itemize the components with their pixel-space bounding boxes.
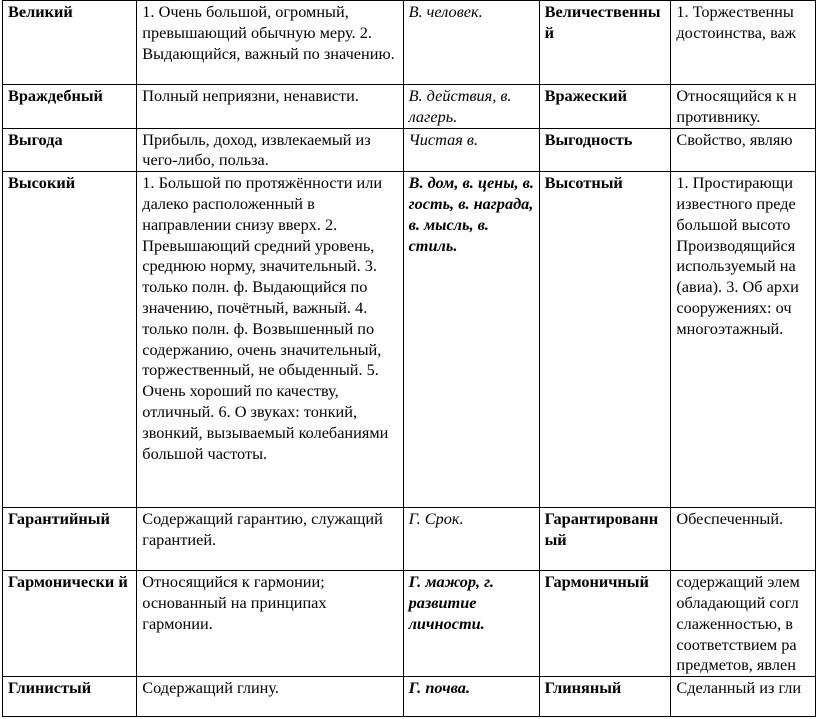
word-cell: Выгода (3, 128, 137, 172)
related-word-line: Гармоничный (544, 572, 649, 592)
related-definition-line: Относящийся к н (676, 86, 797, 105)
related-word-cell (539, 677, 671, 717)
definition-cell: Содержащий гарантию, служащий гарантией. (137, 508, 403, 571)
table-row (3, 677, 816, 717)
related-definition-line: используемый на (676, 256, 796, 276)
related-definition-line: слаженностью, в (676, 613, 793, 633)
word-cell: Враждебный (3, 85, 137, 129)
example-cell: В. человек. (403, 1, 539, 85)
word-cell: Гарантийный (3, 508, 137, 571)
related-word-line: Выгодность (544, 129, 633, 149)
related-definition-line: 1. Торжественны (676, 2, 794, 21)
related-word-cell (539, 172, 671, 508)
related-definition-cell (671, 508, 816, 571)
related-definition-line: противнику. (676, 106, 761, 126)
table-row (3, 1, 816, 85)
related-word-line: Глиняный (544, 678, 622, 698)
related-word-cell (539, 85, 671, 129)
related-definition-cell (671, 128, 816, 172)
example-cell: Г. мажор, г. развитие личности. (403, 571, 539, 677)
related-definition-line: сооружениях: оч (676, 297, 792, 317)
definition-cell: 1. Большой по протяжённости или далеко расположенный в направлении снизу вверх. 2. Превышающий средний уровень, среднюю норму, значительный. 3. только полн. ф. Выдающийся по значению, почётный, важный. 4. только полн. ф. Возвышенный по содержанию, очень значительный, торжественный, не обыденный. 5. Очень хороший по качеству, отличный. 6. О звуках: тонкий, звонкий, вызываемый колебаниями большой частоты. (137, 172, 403, 508)
related-word-cell (539, 1, 671, 85)
related-definition-line: Производящийся (676, 235, 796, 255)
related-definition-cell (671, 677, 816, 717)
related-definition-line: (авиа). 3. Об архи (676, 277, 799, 297)
table-row (3, 571, 816, 677)
dictionary-table (2, 0, 816, 717)
table-row (3, 128, 816, 172)
word-cell: Великий (3, 1, 137, 85)
word-cell: Глинистый (3, 677, 137, 717)
related-word-cell (539, 571, 671, 677)
related-word-cell (539, 508, 671, 571)
related-definition-line: Свойство, являю (676, 129, 793, 149)
example-cell: Г. почва. (403, 677, 539, 717)
related-word-line: Высотный (544, 173, 623, 193)
related-definition-line: содержащий элем (676, 572, 800, 592)
definition-cell: Относящийся к гармонии; основанный на принципах гармонии. (137, 571, 403, 677)
related-definition-line: обладающий согл (676, 592, 799, 612)
related-word-line: ый (544, 529, 567, 549)
example-cell: Г. Срок. (403, 508, 539, 571)
related-definition-cell (671, 85, 816, 129)
related-definition-cell (671, 571, 816, 677)
definition-cell: Полный неприязни, ненависти. (137, 85, 403, 129)
related-definition-line: предметов, явлен (676, 655, 796, 675)
related-definition-line: Обеспеченный. (676, 509, 784, 529)
related-word-line: Гарантированн (544, 509, 659, 529)
related-word-cell (539, 128, 671, 172)
definition-cell: Содержащий глину. (137, 677, 403, 717)
related-definition-cell (671, 1, 816, 85)
example-cell: Чистая в. (403, 128, 539, 172)
related-definition-line: многоэтажный. (676, 318, 784, 338)
related-definition-line: известного преде (676, 193, 796, 213)
related-word-line: Вражеский (544, 86, 628, 105)
related-definition-line: большой высото (676, 214, 791, 234)
related-definition-line: соответствием ра (676, 634, 797, 654)
related-word-line: й (544, 22, 554, 42)
example-cell: В. дом, в. цены, в. гость, в. награда, в. мысль, в. стиль. (403, 172, 539, 508)
table-row (3, 508, 816, 571)
related-definition-line: Сделанный из гли (676, 678, 802, 698)
related-definition-line: 1. Простирающи (676, 173, 793, 193)
word-cell: Гармонически й (3, 571, 137, 677)
table-row (3, 85, 816, 129)
definition-cell: 1. Очень большой, огромный, превышающий обычную меру. 2. Выдающийся, важный по значению. (137, 1, 403, 85)
table-row (3, 172, 816, 508)
word-cell: Высокий (3, 172, 137, 508)
example-cell: В. действия, в. лагерь. (403, 85, 539, 129)
related-definition-cell (671, 172, 816, 508)
related-definition-line: достоинства, важ (676, 22, 797, 42)
related-word-line: Величественны (544, 2, 661, 21)
definition-cell: Прибыль, доход, извлекаемый из чего-либо, польза. (137, 128, 403, 172)
